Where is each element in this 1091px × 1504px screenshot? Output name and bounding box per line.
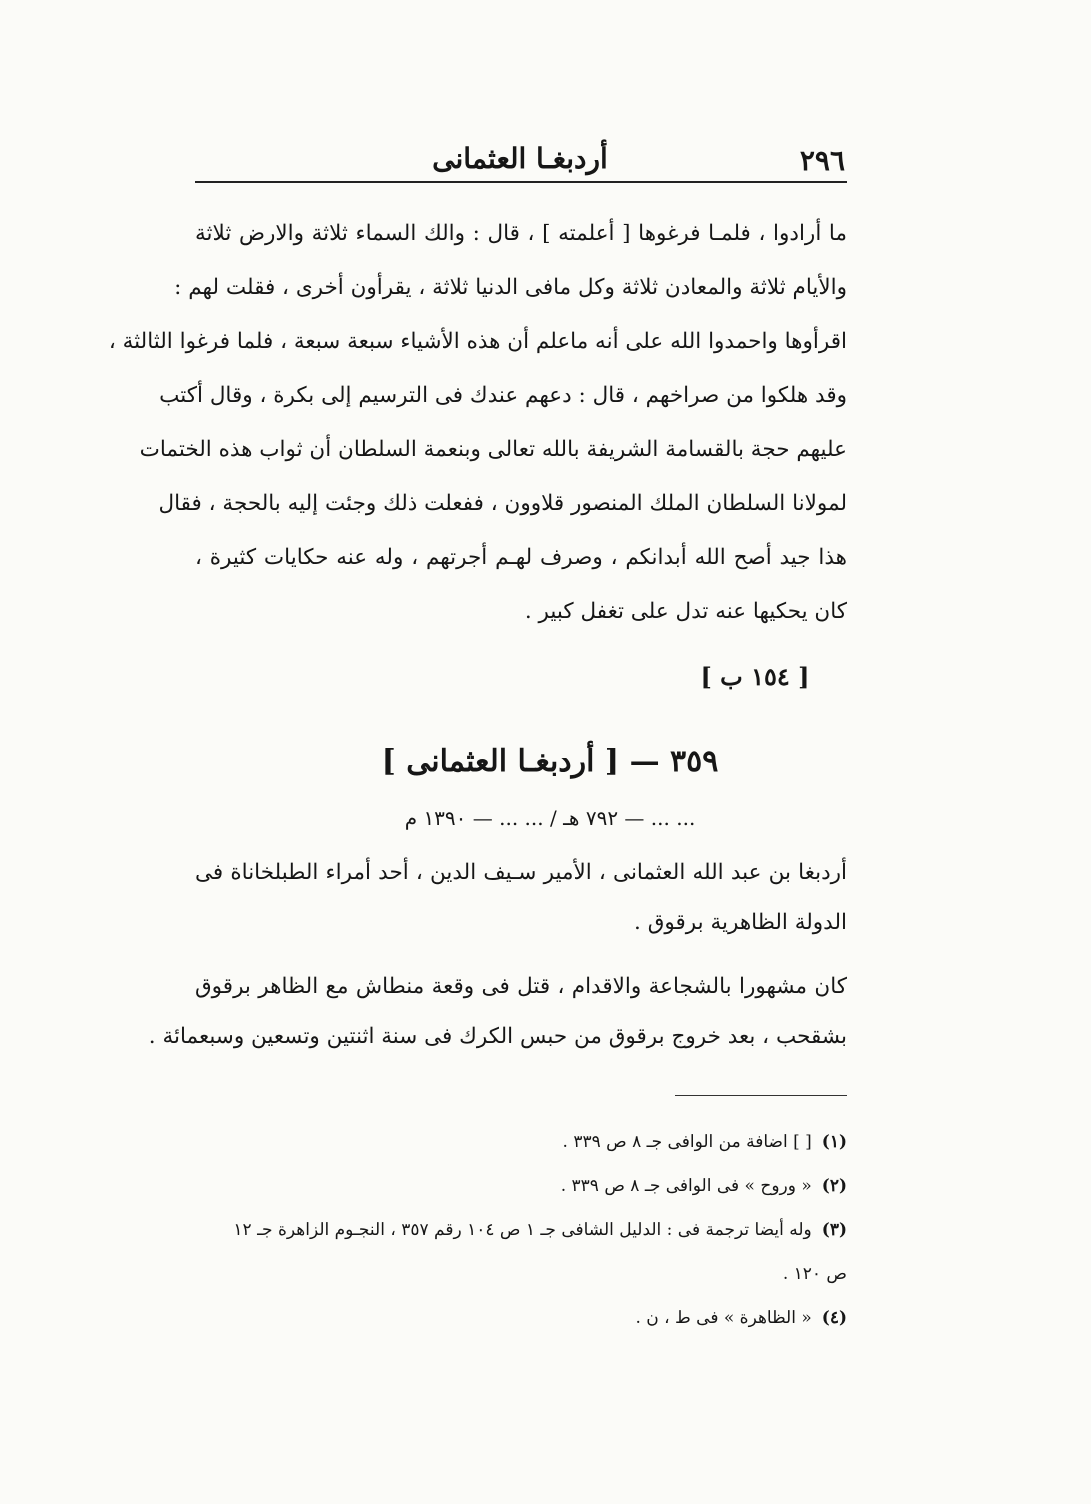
text-line: ما أرادوا ، فلمـا فرغوها [ أعلمته ] ، قال : والك السماء ثلاثة والارض ثلاثة <box>195 221 847 246</box>
footnote-text: ص ١٢٠ . <box>782 1264 847 1284</box>
text-line: اقرأوها واحمدوا الله على أنه ماعلم أن هذه الأشياء سبعة سبعة ، فلما فرغوا الثالثة ، <box>108 329 847 354</box>
text-line: كان مشهورا بالشجاعة والاقدام ، قتل فى وقعة منطاش مع الظاهر برقوق <box>195 974 847 999</box>
paragraph-2 <box>195 848 847 948</box>
text-line: كان يحكيها عنه تدل على تغفل كبير . <box>524 599 847 624</box>
text-line: لمولانا السلطان الملك المنصور قلاوون ، ففعلت ذلك وجئت إليه بالحجة ، فقال <box>158 491 847 516</box>
text-line: بشقحب ، بعد خروج برقوق من حبس الكرك فى سنة اثنتين وتسعين وسبعمائة . <box>148 1024 847 1049</box>
footnote-text: « الظاهرة » فى ط ، ن . <box>635 1308 812 1328</box>
footnote <box>195 1120 847 1164</box>
manuscript-folio-marker: [ ١٥٤ ب ] <box>700 662 810 691</box>
footnote-number: (٢) <box>821 1176 847 1196</box>
text-line: أردبغا بن عبد الله العثمانى ، الأمير سـيف الدين ، أحد أمراء الطبلخاناة فى <box>195 860 847 885</box>
footnote-text: وله أيضا ترجمة فى : الدليل الشافى جـ ١ ص ١٠٤ رقم ٣٥٧ ، النجـوم الزاهرة جـ ١٢ <box>233 1220 812 1240</box>
text-line: وقد هلكوا من صراخهم ، قال : دعهم عندك فى الترسيم إلى بكرة ، وقال أكتب <box>159 383 847 408</box>
page-number: ٢٩٦ <box>799 144 845 177</box>
running-title: أردبغـا العثمانى <box>432 142 608 175</box>
paragraph-3 <box>148 962 847 1062</box>
text-line: الدولة الظاهرية برقوق . <box>634 910 847 935</box>
entry-dates: ... ... — ٧٩٢ هـ / ... ... — ١٣٩٠ م <box>404 806 696 830</box>
footnote <box>195 1208 847 1252</box>
footnote-number: (٤) <box>821 1308 847 1328</box>
footnote-rule <box>675 1095 847 1096</box>
entry-title: ٣٥٩ — [ أردبغـا العثمانى ] <box>381 744 719 779</box>
footnote-text: « وروح » فى الوافى جـ ٨ ص ٣٣٩ . <box>560 1176 812 1196</box>
header-rule <box>195 181 847 183</box>
footnote <box>195 1164 847 1208</box>
footnote-continuation <box>195 1252 847 1296</box>
paragraph-1 <box>108 207 847 639</box>
footnote <box>195 1296 847 1340</box>
footnote-number: (٣) <box>821 1220 847 1240</box>
footnote-text: [ ] اضافة من الوافى جـ ٨ ص ٣٣٩ . <box>562 1132 812 1152</box>
text-line: عليهم حجة بالقسامة الشريفة بالله تعالى وبنعمة السلطان أن ثواب هذه الختمات <box>139 437 847 462</box>
footnote-number: (١) <box>821 1132 847 1152</box>
running-head <box>195 140 845 184</box>
footnotes <box>195 1120 847 1340</box>
text-line: هذا جيد أصح الله أبدانكم ، وصرف لهـم أجرتهم ، وله عنه حكايات كثيرة ، <box>195 545 847 570</box>
text-line: والأيام ثلاثة والمعادن ثلاثة وكل مافى الدنيا ثلاثة ، يقرأون أخرى ، فقلت لهم : <box>174 275 847 300</box>
